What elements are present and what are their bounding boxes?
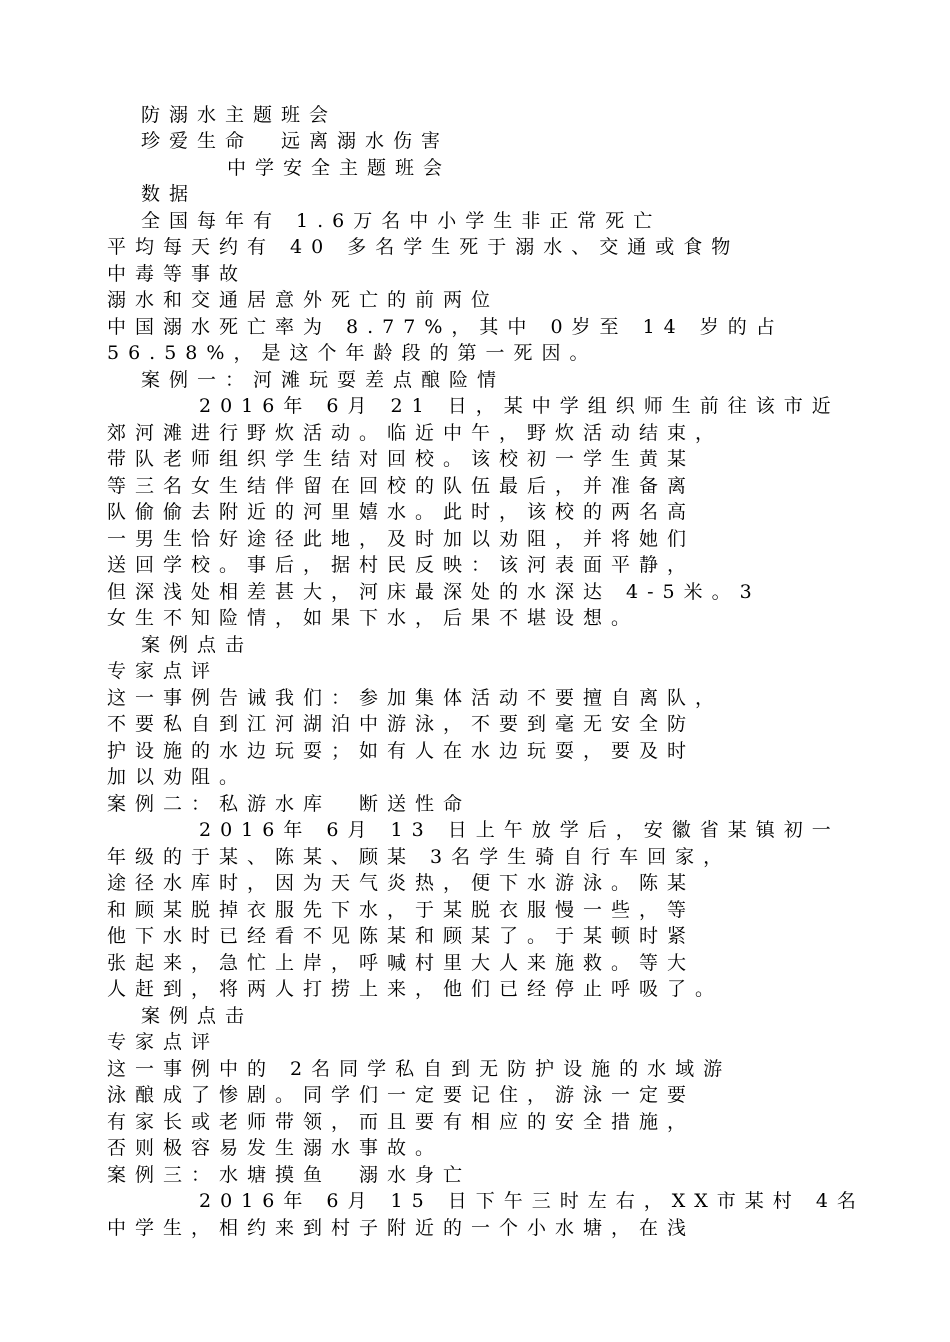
line-paragraph: 这一事例中的 2名同学私自到无防护设施的水域游 [107,1058,732,1080]
line-heading-case-2: 案例二：私游水库 断送性命 [107,793,472,815]
line-paragraph: 2016年 6月 13 日上午放学后，安徽省某镇初一 [199,819,840,841]
line-paragraph: 全国每年有 1.6万名中小学生非正常死亡 [141,210,662,232]
line-paragraph: 但深浅处相差甚大，河床最深处的水深达 4-5米。3 [107,581,761,603]
line-case-click: 案例点击 [141,1005,254,1027]
line-title: 防溺水主题班会 [141,104,338,126]
line-case-click: 案例点击 [141,634,254,656]
line-paragraph: 2016年 6月 15 日下午三时左右，XX市某村 4名 [199,1190,865,1212]
line-paragraph: 这一事例告诫我们：参加集体活动不要擅自离队， [107,687,724,709]
line-paragraph: 平均每天约有 40 多名学生死于溺水、交通或食物 [107,236,740,258]
line-subtitle: 珍爱生命 远离溺水伤害 [141,130,450,152]
line-paragraph: 女生不知险情，如果下水，后果不堪设想。 [107,607,640,629]
line-paragraph: 送回学校。事后，据村民反映：该河表面平静， [107,554,696,576]
line-heading-case-3: 案例三：水塘摸鱼 溺水身亡 [107,1164,472,1186]
line-paragraph: 一男生恰好途径此地，及时加以劝阻，并将她们 [107,528,696,550]
line-paragraph: 溺水和交通居意外死亡的前两位 [107,289,500,311]
line-paragraph: 队偷偷去附近的河里嬉水。此时，该校的两名高 [107,501,696,523]
line-paragraph: 护设施的水边玩耍；如有人在水边玩耍，要及时 [107,740,696,762]
line-paragraph: 有家长或老师带领，而且要有相应的安全措施， [107,1111,696,1133]
line-paragraph: 中学生，相约来到村子附近的一个小水塘，在浅 [107,1217,696,1239]
line-paragraph: 途径水库时，因为天气炎热，便下水游泳。陈某 [107,872,696,894]
line-expert-review: 专家点评 [107,660,220,682]
line-paragraph: 和顾某脱掉衣服先下水，于某脱衣服慢一些，等 [107,899,696,921]
line-subtitle-2: 中学安全主题班会 [227,157,452,179]
line-paragraph: 张起来，急忙上岸，呼喊村里大人来施救。等大 [107,952,696,974]
line-paragraph: 2016年 6月 21 日，某中学组织师生前往该市近 [199,395,840,417]
line-paragraph: 否则极容易发生溺水事故。 [107,1137,444,1159]
line-paragraph: 中国溺水死亡率为 8.77%，其中 0岁至 14 岁的占 [107,316,784,338]
line-expert-review: 专家点评 [107,1031,220,1053]
line-paragraph: 年级的于某、陈某、顾某 3名学生骑自行车回家， [107,846,732,868]
line-paragraph: 泳酿成了惨剧。同学们一定要记住，游泳一定要 [107,1084,696,1106]
line-paragraph: 不要私自到江河湖泊中游泳，不要到毫无安全防 [107,713,696,735]
line-paragraph: 中毒等事故 [107,263,248,285]
line-paragraph: 加以劝阻。 [107,766,248,788]
line-section-data: 数据 [141,183,198,205]
line-paragraph: 他下水时已经看不见陈某和顾某了。于某顿时紧 [107,925,696,947]
line-paragraph: 带队老师组织学生结对回校。该校初一学生黄某 [107,448,696,470]
line-paragraph: 等三名女生结伴留在回校的队伍最后，并准备离 [107,475,696,497]
line-paragraph: 郊河滩进行野炊活动。临近中午，野炊活动结束， [107,422,724,444]
line-paragraph: 56.58%，是这个年龄段的第一死因。 [107,342,598,364]
line-paragraph: 人赶到，将两人打捞上来，他们已经停止呼吸了。 [107,978,724,1000]
line-heading-case-1: 案例一：河滩玩耍差点酿险情 [141,369,506,391]
